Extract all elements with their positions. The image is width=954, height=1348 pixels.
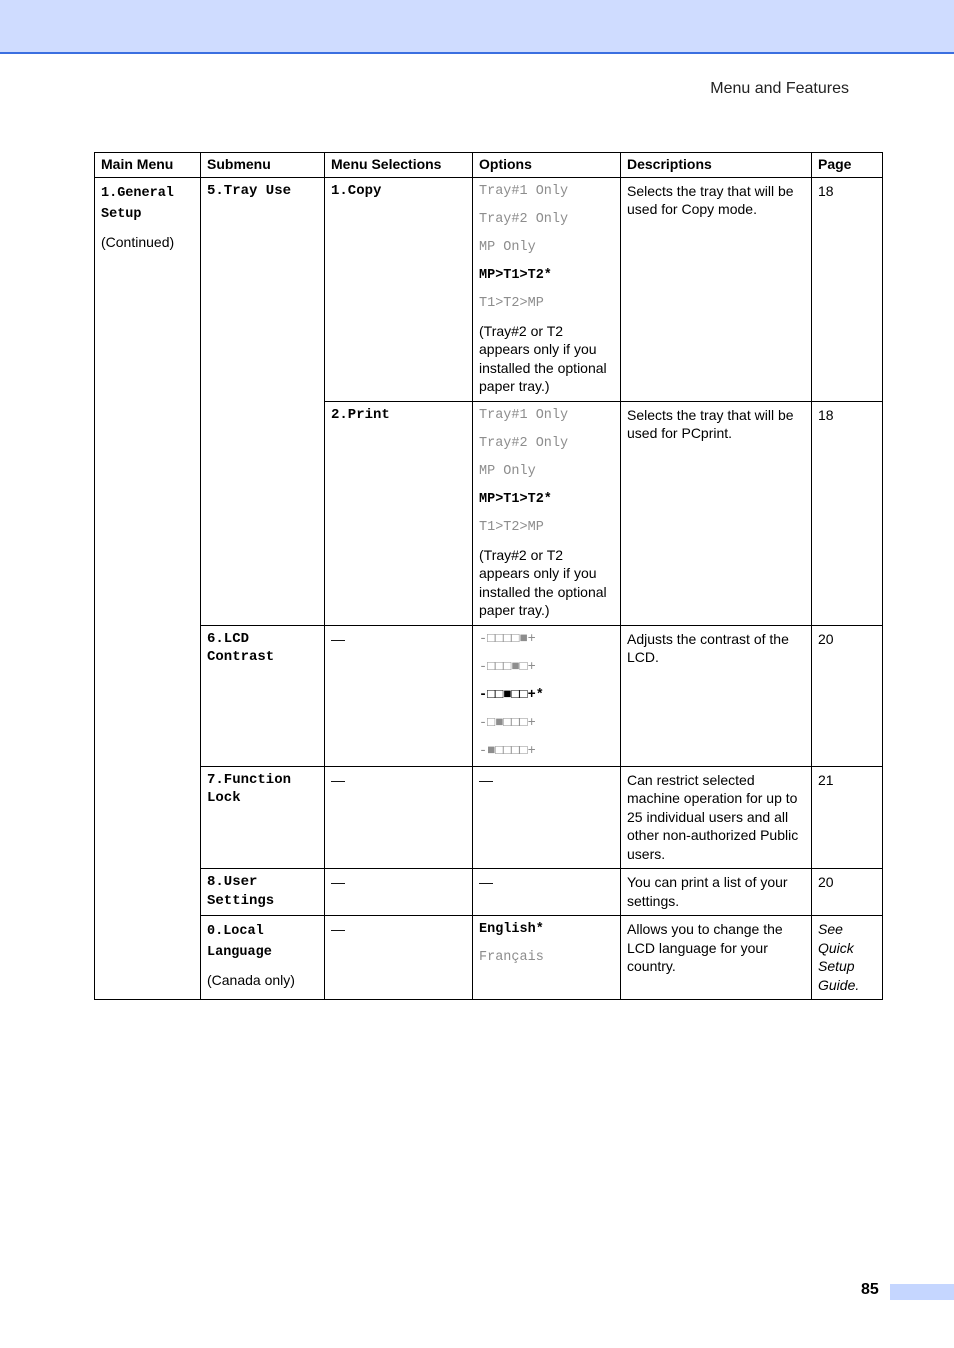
main-menu-note: (Continued)	[101, 233, 175, 250]
page-local-language: See Quick Setup Guide.	[812, 916, 883, 1000]
description-copy: Selects the tray that will be used for Copy mode.	[621, 177, 812, 401]
options-local-language	[473, 916, 621, 1000]
table-row	[95, 177, 883, 401]
col-main-menu: Main Menu	[95, 153, 201, 178]
contrast-option: -□□□□■+	[479, 631, 536, 647]
selection-user-settings: —	[325, 869, 473, 916]
selection-lcd-contrast: —	[325, 625, 473, 766]
option-item: T1>T2>MP	[479, 295, 544, 311]
option-item: Tray#1 Only	[479, 183, 569, 199]
language-option: Français	[479, 950, 544, 965]
table-row	[95, 766, 883, 869]
option-user-settings: —	[473, 869, 621, 916]
option-item: T1>T2>MP	[479, 519, 544, 535]
table-row	[95, 916, 883, 1000]
options-print	[473, 401, 621, 625]
description-lcd-contrast: Adjusts the contrast of the LCD.	[621, 625, 812, 766]
option-item-default: MP>T1>T2*	[479, 267, 552, 283]
page-copy: 18	[812, 177, 883, 401]
col-submenu: Submenu	[201, 153, 325, 178]
description-local-language: Allows you to change the LCD language for your country.	[621, 916, 812, 1000]
main-menu-code: 1.General Setup	[101, 185, 174, 222]
description-function-lock: Can restrict selected machine operation for up to 25 individual users and all other non-authorized Public users.	[621, 766, 812, 869]
option-item: Tray#2 Only	[479, 211, 569, 227]
col-menu-selections: Menu Selections	[325, 153, 473, 178]
option-item: MP Only	[479, 239, 536, 255]
submenu-lcd-contrast: 6.LCD Contrast	[201, 625, 325, 766]
page-print: 18	[812, 401, 883, 625]
selection-local-language: —	[325, 916, 473, 1000]
page-lcd-contrast: 20	[812, 625, 883, 766]
option-item-default: MP>T1>T2*	[479, 491, 552, 507]
option-item: MP Only	[479, 463, 536, 479]
selection-copy: 1.Copy	[325, 177, 473, 401]
col-page: Page	[812, 153, 883, 178]
submenu-tray-use: 5.Tray Use	[201, 177, 325, 625]
header-band	[0, 0, 954, 54]
submenu-local-language-note: (Canada only)	[207, 972, 295, 988]
running-head: Menu and Features	[710, 80, 849, 97]
options-copy	[473, 177, 621, 401]
submenu-local-language-cell	[201, 916, 325, 1000]
contrast-option: -□□□■□+	[479, 659, 536, 675]
page-number: 85	[861, 1281, 879, 1298]
option-note: (Tray#2 or T2 appears only if you installed the optional paper tray.)	[479, 546, 607, 618]
col-descriptions: Descriptions	[621, 153, 812, 178]
selection-print: 2.Print	[325, 401, 473, 625]
contrast-option-default: -□□■□□+*	[479, 687, 544, 703]
main-menu-cell	[95, 177, 201, 1000]
page-user-settings: 20	[812, 869, 883, 916]
selection-function-lock: —	[325, 766, 473, 869]
contrast-option: -□■□□□+	[479, 715, 536, 731]
col-options: Options	[473, 153, 621, 178]
option-function-lock: —	[473, 766, 621, 869]
contrast-option: -■□□□□+	[479, 743, 536, 759]
submenu-user-settings: 8.User Settings	[201, 869, 325, 916]
language-option-default: English*	[479, 922, 544, 937]
page-function-lock: 21	[812, 766, 883, 869]
description-user-settings: You can print a list of your settings.	[621, 869, 812, 916]
footer-tab	[890, 1284, 954, 1300]
options-lcd-contrast	[473, 625, 621, 766]
menu-table	[94, 152, 883, 1000]
table-row	[95, 869, 883, 916]
description-print: Selects the tray that will be used for PCprint.	[621, 401, 812, 625]
submenu-function-lock: 7.Function Lock	[201, 766, 325, 869]
table-row	[95, 625, 883, 766]
option-note: (Tray#2 or T2 appears only if you installed the optional paper tray.)	[479, 322, 607, 394]
option-item: Tray#2 Only	[479, 435, 569, 451]
submenu-local-language: 0.Local Language	[207, 924, 272, 960]
option-item: Tray#1 Only	[479, 407, 569, 423]
table-header-row	[95, 153, 883, 178]
